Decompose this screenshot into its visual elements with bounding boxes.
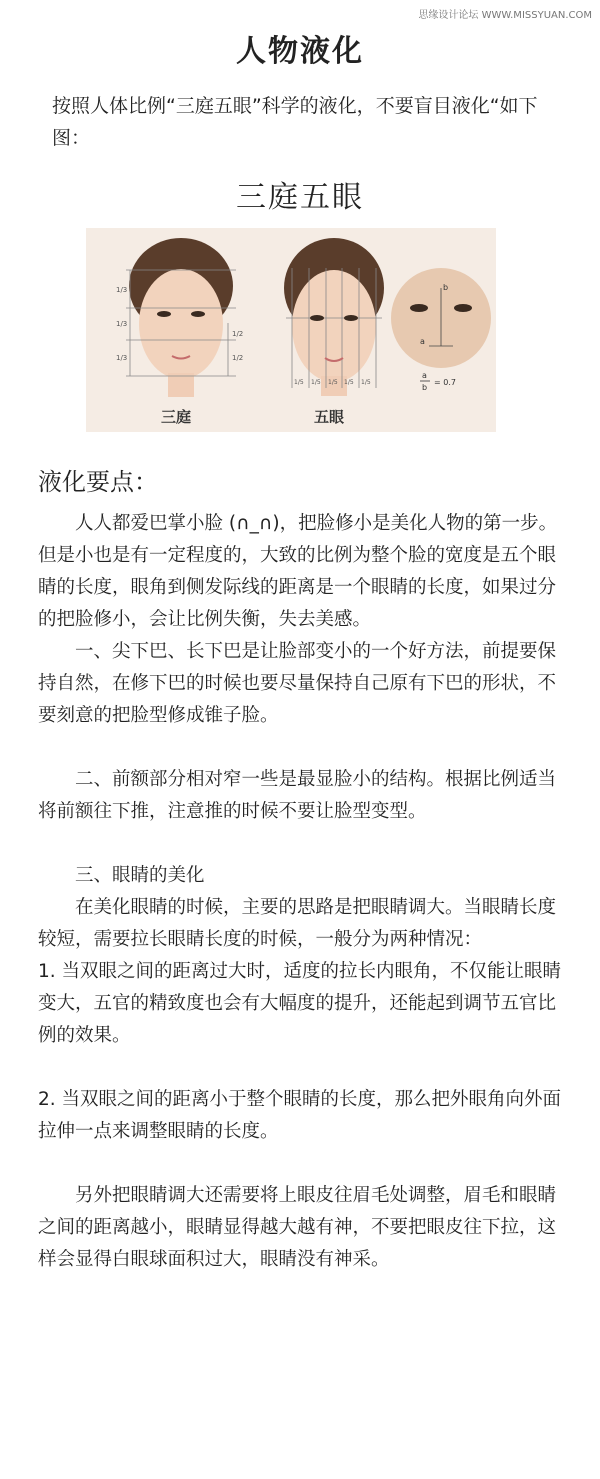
article-body bbox=[38, 508, 568, 1276]
page-title: 人物液化 bbox=[236, 34, 364, 69]
half-label-1: 1/2 bbox=[232, 330, 244, 338]
figure-heading: 三庭五眼 bbox=[236, 180, 364, 215]
ratio-face bbox=[391, 268, 491, 392]
half-label-2: 1/2 bbox=[232, 354, 244, 362]
three-courts-face bbox=[116, 238, 243, 397]
ratio-label-b: b bbox=[443, 283, 449, 292]
fifth-label-3: 1/5 bbox=[328, 379, 338, 386]
five-eyes-face bbox=[284, 238, 384, 396]
ratio-label-a: a bbox=[420, 337, 425, 346]
three-courts-caption: 三庭 bbox=[161, 408, 192, 426]
fifth-label-1: 1/5 bbox=[294, 379, 304, 386]
five-eyes-caption: 五眼 bbox=[314, 408, 345, 426]
ratio-value: = 0.7 bbox=[434, 378, 456, 387]
face-shape bbox=[139, 269, 223, 379]
fifth-label-5: 1/5 bbox=[361, 379, 371, 386]
fifth-label-2: 1/5 bbox=[311, 379, 321, 386]
intro-text: 按照人体比例“三庭五眼”科学的液化，不要盲目液化“如下图： bbox=[52, 95, 538, 149]
paragraph-6: 1. 当双眼之间的距离过大时，适度的拉长内眼角，不仅能让眼睛变大，五官的精致度也会有大幅度的提升，还能起到调节五官比例的效果。 bbox=[38, 961, 562, 1046]
paragraph-1: 人人都爱巴掌小脸 (∩_∩)，把脸修小是美化人物的第一步。但是小也是有一定程度的，大致的比例为整个脸的宽度是五个眼睛的长度，眼角到侧发际线的距离是一个眼睛的长度，如果过分的把脸修小，会让比例失衡，失去美感。 bbox=[38, 513, 558, 630]
face-proportion-figure bbox=[86, 228, 496, 432]
paragraph-2: 一、尖下巴、长下巴是让脸部变小的一个好方法，前提要保持自然，在修下巴的时候也要尽量保持自己原有下巴的形状，不要刻意的把脸型修成锥子脸。 bbox=[38, 641, 557, 726]
paragraph-8: 另外把眼睛调大还需要将上眼皮往眉毛处调整，眉毛和眼睛之间的距离越小，眼睛显得越大越有神，不要把眼皮往下拉，这样会显得白眼球面积过大，眼睛没有神采。 bbox=[38, 1185, 557, 1270]
fifth-label-4: 1/5 bbox=[344, 379, 354, 386]
paragraph-4: 三、眼睛的美化 bbox=[75, 865, 205, 886]
fraction-b: b bbox=[422, 383, 428, 392]
third-label-3: 1/3 bbox=[116, 354, 128, 362]
paragraph-3: 二、前额部分相对窄一些是最显脸小的结构。根据比例适当将前额往下推，注意推的时候不要让脸型变型。 bbox=[38, 769, 557, 822]
face-diagram bbox=[86, 228, 496, 432]
paragraph-5: 在美化眼睛的时候，主要的思路是把眼睛调大。当眼睛长度较短，需要拉长眼睛长度的时候，一般分为两种情况： bbox=[38, 897, 557, 950]
third-label-2: 1/3 bbox=[116, 320, 128, 328]
neck-shape bbox=[168, 373, 194, 397]
fraction-a: a bbox=[422, 371, 427, 380]
paragraph-7: 2. 当双眼之间的距离小于整个眼睛的长度，那么把外眼角向外面拉伸一点来调整眼睛的长度。 bbox=[38, 1089, 562, 1142]
section-heading: 液化要点： bbox=[38, 468, 158, 496]
watermark: 思缘设计论坛 WWW.MISSYUAN.COM bbox=[418, 10, 592, 21]
third-label-1: 1/3 bbox=[116, 286, 128, 294]
